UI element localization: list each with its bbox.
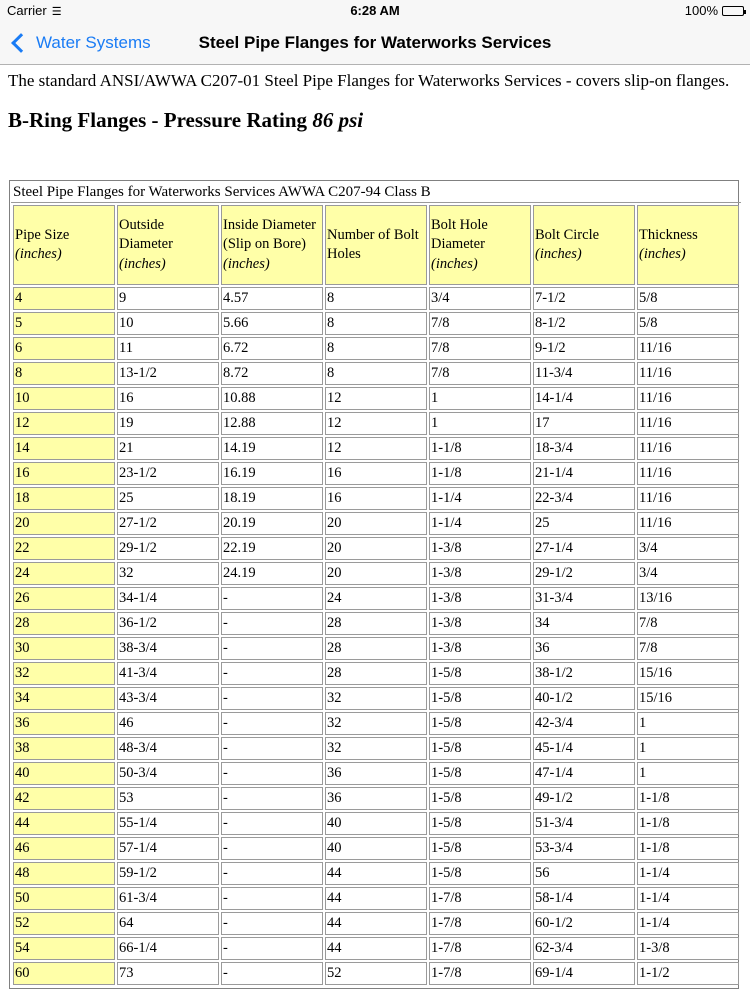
back-button-label: Water Systems	[36, 33, 151, 52]
table-cell: 1	[429, 387, 531, 410]
table-cell: -	[221, 612, 323, 635]
table-cell: 36-1/2	[117, 612, 219, 635]
table-cell: 16	[325, 487, 427, 510]
table-cell: 1-1/2	[637, 962, 739, 985]
table-cell: 1-5/8	[429, 862, 531, 885]
pipe-size-cell: 36	[13, 712, 115, 735]
table-cell: 34	[533, 612, 635, 635]
table-cell: -	[221, 887, 323, 910]
wifi-icon: ☰	[51, 6, 62, 18]
table-cell: 45-1/4	[533, 737, 635, 760]
pipe-size-cell: 8	[13, 362, 115, 385]
table-cell: 1-3/8	[429, 612, 531, 635]
table-cell: 11/16	[637, 512, 739, 535]
table-cell: 25	[533, 512, 635, 535]
navigation-bar	[0, 22, 750, 65]
table-cell: 11	[117, 337, 219, 360]
table-cell: -	[221, 862, 323, 885]
pipe-size-cell: 10	[13, 387, 115, 410]
table-cell: 1-1/8	[637, 787, 739, 810]
carrier-text: Carrier	[7, 3, 47, 18]
table-cell: 32	[325, 737, 427, 760]
table-cell: 58-1/4	[533, 887, 635, 910]
table-cell: 20	[325, 562, 427, 585]
pipe-size-cell: 16	[13, 462, 115, 485]
table-cell: 1-1/8	[429, 462, 531, 485]
table-cell: 1-3/8	[637, 937, 739, 960]
table-cell: 1-3/8	[429, 587, 531, 610]
table-cell: 10	[117, 312, 219, 335]
pipe-size-cell: 38	[13, 737, 115, 760]
table-cell: 47-1/4	[533, 762, 635, 785]
table-cell: 1	[429, 412, 531, 435]
column-header-unit: (inches)	[431, 255, 478, 272]
table-row	[13, 637, 739, 660]
table-row	[13, 437, 739, 460]
battery-indicator	[685, 3, 744, 18]
pipe-size-cell: 52	[13, 912, 115, 935]
table-row	[13, 287, 739, 310]
table-cell: 16	[117, 387, 219, 410]
table-cell: -	[221, 737, 323, 760]
table-cell: 29-1/2	[533, 562, 635, 585]
table-cell: 11/16	[637, 437, 739, 460]
table-cell: 8	[325, 362, 427, 385]
table-cell: 1	[637, 737, 739, 760]
table-cell: 1-3/8	[429, 562, 531, 585]
table-row	[13, 537, 739, 560]
table-cell: 1-7/8	[429, 962, 531, 985]
table-cell: 57-1/4	[117, 837, 219, 860]
pipe-size-cell: 24	[13, 562, 115, 585]
table-cell: 1-7/8	[429, 887, 531, 910]
table-cell: 50-3/4	[117, 762, 219, 785]
table-cell: 7/8	[429, 362, 531, 385]
column-header-unit: (inches)	[535, 246, 582, 262]
table-row	[13, 587, 739, 610]
table-row	[13, 887, 739, 910]
pipe-size-cell: 26	[13, 587, 115, 610]
table-cell: 1-3/8	[429, 537, 531, 560]
table-row	[13, 862, 739, 885]
table-cell: 13-1/2	[117, 362, 219, 385]
table-cell: 3/4	[637, 537, 739, 560]
table-cell: 73	[117, 962, 219, 985]
table-cell: 6.72	[221, 337, 323, 360]
table-cell: 12.88	[221, 412, 323, 435]
table-cell: 56	[533, 862, 635, 885]
table-row	[13, 562, 739, 585]
table-row	[13, 962, 739, 985]
table-body	[13, 287, 739, 985]
table-cell: 32	[325, 712, 427, 735]
table-cell: 36	[533, 637, 635, 660]
column-header	[637, 205, 739, 285]
table-cell: 21	[117, 437, 219, 460]
table-cell: 64	[117, 912, 219, 935]
table-cell: 7/8	[429, 312, 531, 335]
table-cell: 24	[325, 587, 427, 610]
table-cell: 1-1/4	[637, 887, 739, 910]
table-cell: 5/8	[637, 312, 739, 335]
table-cell: 20	[325, 512, 427, 535]
table-cell: -	[221, 912, 323, 935]
table-cell: 18.19	[221, 487, 323, 510]
table-row	[13, 312, 739, 335]
pipe-size-cell: 18	[13, 487, 115, 510]
table-cell: 14-1/4	[533, 387, 635, 410]
table-cell: 1-1/8	[637, 837, 739, 860]
pipe-size-cell: 4	[13, 287, 115, 310]
table-cell: 40	[325, 837, 427, 860]
table-cell: 9-1/2	[533, 337, 635, 360]
table-cell: 11/16	[637, 387, 739, 410]
column-header	[429, 205, 531, 285]
table-row	[13, 462, 739, 485]
table-cell: 44	[325, 912, 427, 935]
table-cell: 9	[117, 287, 219, 310]
table-cell: 1-5/8	[429, 737, 531, 760]
table-cell: 10.88	[221, 387, 323, 410]
table-cell: -	[221, 762, 323, 785]
table-cell: 1-5/8	[429, 762, 531, 785]
table-row	[13, 337, 739, 360]
table-cell: 27-1/2	[117, 512, 219, 535]
table-row	[13, 387, 739, 410]
table-cell: 38-3/4	[117, 637, 219, 660]
table-cell: 69-1/4	[533, 962, 635, 985]
table-cell: 1-5/8	[429, 687, 531, 710]
table-cell: 27-1/4	[533, 537, 635, 560]
table-cell: -	[221, 712, 323, 735]
table-cell: 8	[325, 337, 427, 360]
table-row	[13, 937, 739, 960]
table-cell: 28	[325, 612, 427, 635]
table-cell: 53	[117, 787, 219, 810]
table-cell: 1-3/8	[429, 637, 531, 660]
table-header-row	[13, 205, 739, 285]
column-header-label: Thickness	[639, 226, 698, 243]
table-cell: 38-1/2	[533, 662, 635, 685]
column-header-label: Inside Diameter (Slip on Bore)	[223, 216, 317, 253]
table-cell: 20.19	[221, 512, 323, 535]
table-row	[13, 712, 739, 735]
pipe-size-cell: 5	[13, 312, 115, 335]
status-time: 6:28 AM	[350, 3, 400, 18]
pipe-size-cell: 20	[13, 512, 115, 535]
column-header	[325, 205, 427, 285]
table-cell: 29-1/2	[117, 537, 219, 560]
table-cell: 61-3/4	[117, 887, 219, 910]
table-cell: 1-1/8	[429, 437, 531, 460]
table-cell: -	[221, 787, 323, 810]
table-cell: 51-3/4	[533, 812, 635, 835]
flange-table-container	[9, 180, 739, 989]
pipe-size-cell: 60	[13, 962, 115, 985]
table-cell: 48-3/4	[117, 737, 219, 760]
table-cell: 23-1/2	[117, 462, 219, 485]
table-cell: 41-3/4	[117, 662, 219, 685]
table-row	[13, 687, 739, 710]
table-cell: 40	[325, 812, 427, 835]
column-header	[13, 205, 115, 285]
table-cell: 5.66	[221, 312, 323, 335]
column-header	[221, 205, 323, 285]
table-cell: 1-5/8	[429, 787, 531, 810]
pipe-size-cell: 22	[13, 537, 115, 560]
table-cell: 1-5/8	[429, 812, 531, 835]
column-header-unit: (inches)	[223, 255, 270, 272]
table-cell: 1-1/4	[429, 487, 531, 510]
battery-icon	[722, 6, 744, 16]
pipe-size-cell: 34	[13, 687, 115, 710]
table-cell: 43-3/4	[117, 687, 219, 710]
table-cell: 44	[325, 937, 427, 960]
column-header-unit: (inches)	[15, 246, 62, 262]
table-row	[13, 612, 739, 635]
content-area	[8, 70, 742, 133]
table-cell: 1-1/4	[637, 912, 739, 935]
table-cell: 19	[117, 412, 219, 435]
pipe-size-cell: 44	[13, 812, 115, 835]
table-cell: 60-1/2	[533, 912, 635, 935]
table-cell: 11/16	[637, 337, 739, 360]
table-cell: 11/16	[637, 487, 739, 510]
table-cell: 21-1/4	[533, 462, 635, 485]
table-row	[13, 362, 739, 385]
table-cell: 66-1/4	[117, 937, 219, 960]
table-cell: 32	[117, 562, 219, 585]
table-cell: 7/8	[637, 637, 739, 660]
section-heading	[8, 108, 742, 133]
table-cell: -	[221, 812, 323, 835]
table-cell: 12	[325, 437, 427, 460]
column-header-label: Bolt Hole Diameter	[431, 216, 488, 253]
table-cell: 16	[325, 462, 427, 485]
pipe-size-cell: 12	[13, 412, 115, 435]
flange-table	[11, 182, 741, 987]
table-cell: 8.72	[221, 362, 323, 385]
battery-percent: 100%	[684, 3, 718, 18]
table-cell: 31-3/4	[533, 587, 635, 610]
table-cell: 1-5/8	[429, 662, 531, 685]
table-cell: 7/8	[637, 612, 739, 635]
table-cell: 1-1/8	[637, 812, 739, 835]
table-cell: 49-1/2	[533, 787, 635, 810]
table-cell: 1-1/4	[429, 512, 531, 535]
column-header-label: Bolt Circle	[535, 226, 600, 243]
table-row	[13, 412, 739, 435]
table-cell: 7/8	[429, 337, 531, 360]
column-header-label: Number of Bolt Holes	[327, 226, 419, 262]
table-cell: -	[221, 962, 323, 985]
table-row	[13, 837, 739, 860]
table-row	[13, 762, 739, 785]
table-cell: 13/16	[637, 587, 739, 610]
pipe-size-cell: 54	[13, 937, 115, 960]
table-cell: 36	[325, 787, 427, 810]
table-row	[13, 912, 739, 935]
table-cell: -	[221, 837, 323, 860]
table-cell: 7-1/2	[533, 287, 635, 310]
table-cell: 1-7/8	[429, 937, 531, 960]
column-header-unit: (inches)	[119, 255, 166, 272]
intro-text: The standard ANSI/AWWA C207-01 Steel Pipe Flanges for Waterworks Services - covers slip-on flanges.	[8, 71, 730, 90]
table-cell: 1-7/8	[429, 912, 531, 935]
table-cell: 40-1/2	[533, 687, 635, 710]
column-header-label: Outside Diameter	[119, 216, 173, 253]
section-heading-text: B-Ring Flanges - Pressure Rating	[8, 108, 313, 132]
table-cell: 44	[325, 887, 427, 910]
pipe-size-cell: 30	[13, 637, 115, 660]
pipe-size-cell: 32	[13, 662, 115, 685]
table-cell: 15/16	[637, 687, 739, 710]
table-row	[13, 787, 739, 810]
column-header	[117, 205, 219, 285]
table-cell: 5/8	[637, 287, 739, 310]
table-cell: 46	[117, 712, 219, 735]
table-cell: 34-1/4	[117, 587, 219, 610]
status-bar	[0, 0, 750, 22]
table-cell: 36	[325, 762, 427, 785]
table-cell: 4.57	[221, 287, 323, 310]
table-cell: 44	[325, 862, 427, 885]
table-cell: 11/16	[637, 362, 739, 385]
table-cell: 12	[325, 387, 427, 410]
table-cell: -	[221, 587, 323, 610]
table-cell: 20	[325, 537, 427, 560]
table-cell: 59-1/2	[117, 862, 219, 885]
table-cell: 1-1/4	[637, 862, 739, 885]
column-header-unit: (inches)	[639, 246, 686, 262]
table-cell: 8-1/2	[533, 312, 635, 335]
page-title: Steel Pipe Flanges for Waterworks Services	[198, 33, 552, 52]
table-cell: 3/4	[429, 287, 531, 310]
pipe-size-cell: 46	[13, 837, 115, 860]
pipe-size-cell: 14	[13, 437, 115, 460]
table-cell: 8	[325, 312, 427, 335]
table-row	[13, 512, 739, 535]
table-cell: 22.19	[221, 537, 323, 560]
table-cell: 28	[325, 662, 427, 685]
table-cell: 14.19	[221, 437, 323, 460]
table-cell: -	[221, 637, 323, 660]
table-cell: 12	[325, 412, 427, 435]
column-header	[533, 205, 635, 285]
table-cell: -	[221, 687, 323, 710]
pipe-size-cell: 28	[13, 612, 115, 635]
pipe-size-cell: 6	[13, 337, 115, 360]
table-cell: 24.19	[221, 562, 323, 585]
table-cell: 28	[325, 637, 427, 660]
table-cell: 15/16	[637, 662, 739, 685]
table-cell: -	[221, 662, 323, 685]
table-cell: 42-3/4	[533, 712, 635, 735]
table-cell: 22-3/4	[533, 487, 635, 510]
table-cell: 8	[325, 287, 427, 310]
pipe-size-cell: 48	[13, 862, 115, 885]
table-cell: 17	[533, 412, 635, 435]
table-cell: 32	[325, 687, 427, 710]
table-cell: 1-5/8	[429, 712, 531, 735]
table-title: Steel Pipe Flanges for Waterworks Services AWWA C207-94 Class B	[11, 182, 741, 203]
table-row	[13, 487, 739, 510]
table-row	[13, 812, 739, 835]
pipe-size-cell: 50	[13, 887, 115, 910]
table-cell: -	[221, 937, 323, 960]
table-cell: 11/16	[637, 412, 739, 435]
pipe-size-cell: 40	[13, 762, 115, 785]
pressure-rating: 86 psi	[312, 108, 364, 132]
table-cell: 62-3/4	[533, 937, 635, 960]
table-cell: 52	[325, 962, 427, 985]
table-cell: 18-3/4	[533, 437, 635, 460]
table-cell: 1	[637, 762, 739, 785]
table-cell: 11-3/4	[533, 362, 635, 385]
table-cell: 53-3/4	[533, 837, 635, 860]
table-cell: 11/16	[637, 462, 739, 485]
pipe-size-cell: 42	[13, 787, 115, 810]
table-cell: 1-5/8	[429, 837, 531, 860]
table-cell: 3/4	[637, 562, 739, 585]
column-header-label: Pipe Size	[15, 226, 70, 243]
table-cell: 55-1/4	[117, 812, 219, 835]
table-cell: 25	[117, 487, 219, 510]
table-row	[13, 662, 739, 685]
table-cell: 1	[637, 712, 739, 735]
table-cell: 16.19	[221, 462, 323, 485]
table-row	[13, 737, 739, 760]
